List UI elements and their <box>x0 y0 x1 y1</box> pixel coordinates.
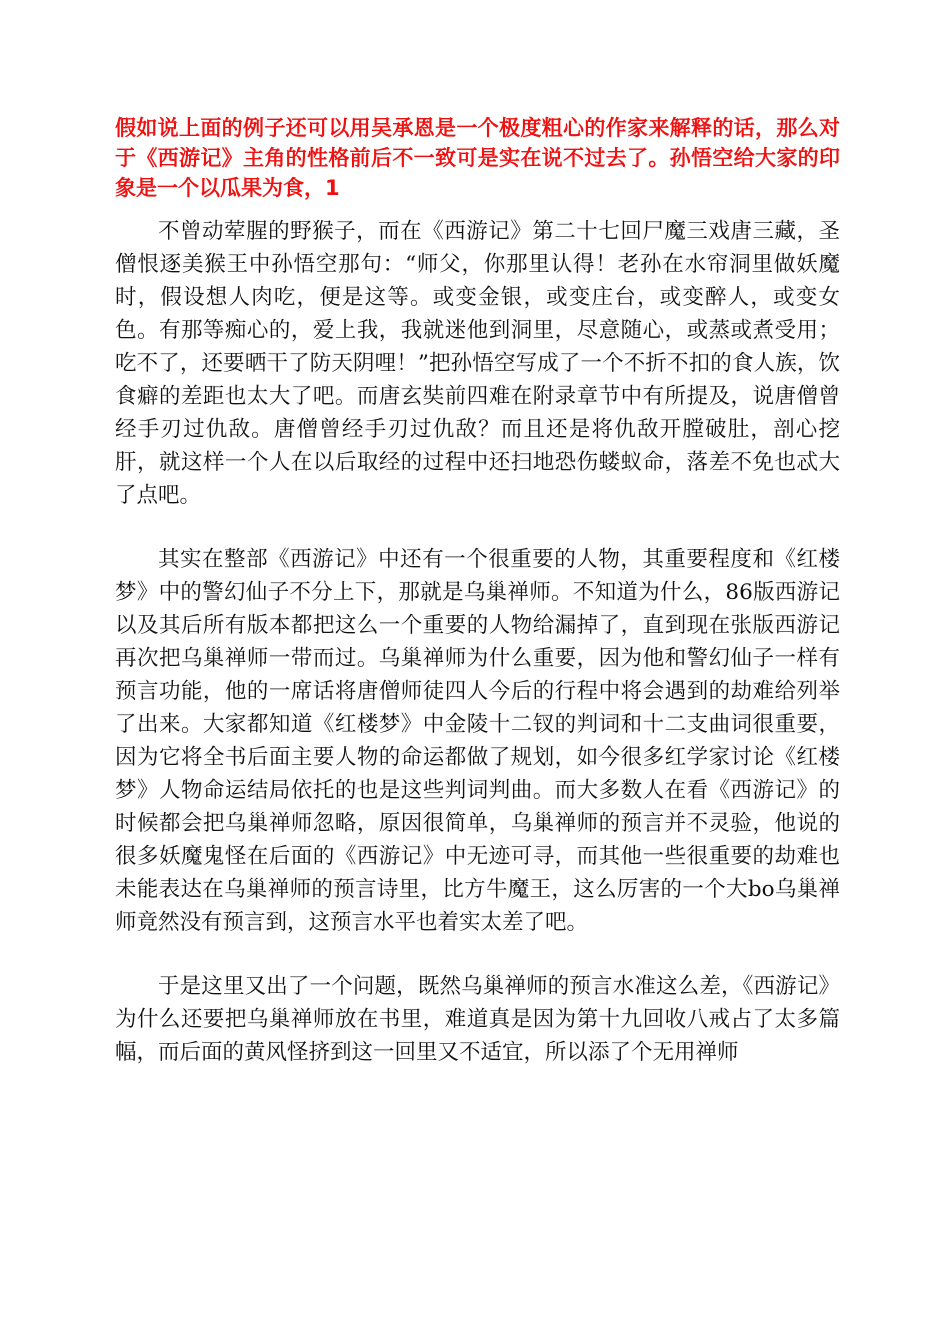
body-text <box>115 215 840 1100</box>
paragraph-3: 于是这里又出了一个问题，既然乌巢禅师的预言水准这么差，《西游记》为什么还要把乌巢禅师放在书里，难道真是因为第十九回收八戒占了太多篇幅，而后面的黄风怪挤到这一回里又不适宜，所以添了个无用禅师 <box>115 974 840 1065</box>
highlighted-heading: 假如说上面的例子还可以用吴承恩是一个极度粗心的作家来解释的话，那么对于《西游记》主角的性格前后不一致可是实在说不过去了。孙悟空给大家的印象是一个以瓜果为食，1 <box>115 116 840 200</box>
paragraph-1: 不曾动荤腥的野猴子，而在《西游记》第二十七回尸魔三戏唐三藏，圣僧恨逐美猴王中孙悟空那句：“师父，你那里认得！老孙在水帘洞里做妖魔时，假设想人肉吃，便是这等。或变金银，或变庄台，或变醉人，或变女色。有那等痴心的，爱上我，我就迷他到洞里，尽意随心，或蒸或煮受用；吃不了，还要晒干了防天阴哩！”把孙悟空写成了一个不折不扣的食人族，饮食癖的差距也太大了吧。而唐玄奘前四难在附录章节中有所提及，说唐僧曾经手刃过仇敌。唐僧曾经手刃过仇敌？而且还是将仇敌开膛破肚，剖心挖肝，就这样一个人在以后取经的过程中还扫地恐伤蝼蚁命，落差不免也忒大了点吧。 <box>115 219 840 508</box>
paragraph-2: 其实在整部《西游记》中还有一个很重要的人物，其重要程度和《红楼梦》中的警幻仙子不分上下，那就是乌巢禅师。不知道为什么，86版西游记以及其后所有版本都把这么一个重要的人物给漏掉了，直到现在张版西游记再次把乌巢禅师一带而过。乌巢禅师为什么重要，因为他和警幻仙子一样有预言功能，他的一席话将唐僧师徒四人今后的行程中将会遇到的劫难给列举了出来。大家都知道《红楼梦》中金陵十二钗的判词和十二支曲词很重要，因为它将全书后面主要人物的命运都做了规划，如今很多红学家讨论《红楼梦》人物命运结局依托的也是这些判词判曲。而大多数人在看《西游记》的时候都会把乌巢禅师忽略，原因很简单，乌巢禅师的预言并不灵验，他说的很多妖魔鬼怪在后面的《西游记》中无迹可寻，而其他一些很重要的劫难也未能表达在乌巢禅师的预言诗里，比方牛魔王，这么厉害的一个大bo乌巢禅师竟然没有预言到，这预言水平也着实太差了吧。 <box>115 547 840 935</box>
